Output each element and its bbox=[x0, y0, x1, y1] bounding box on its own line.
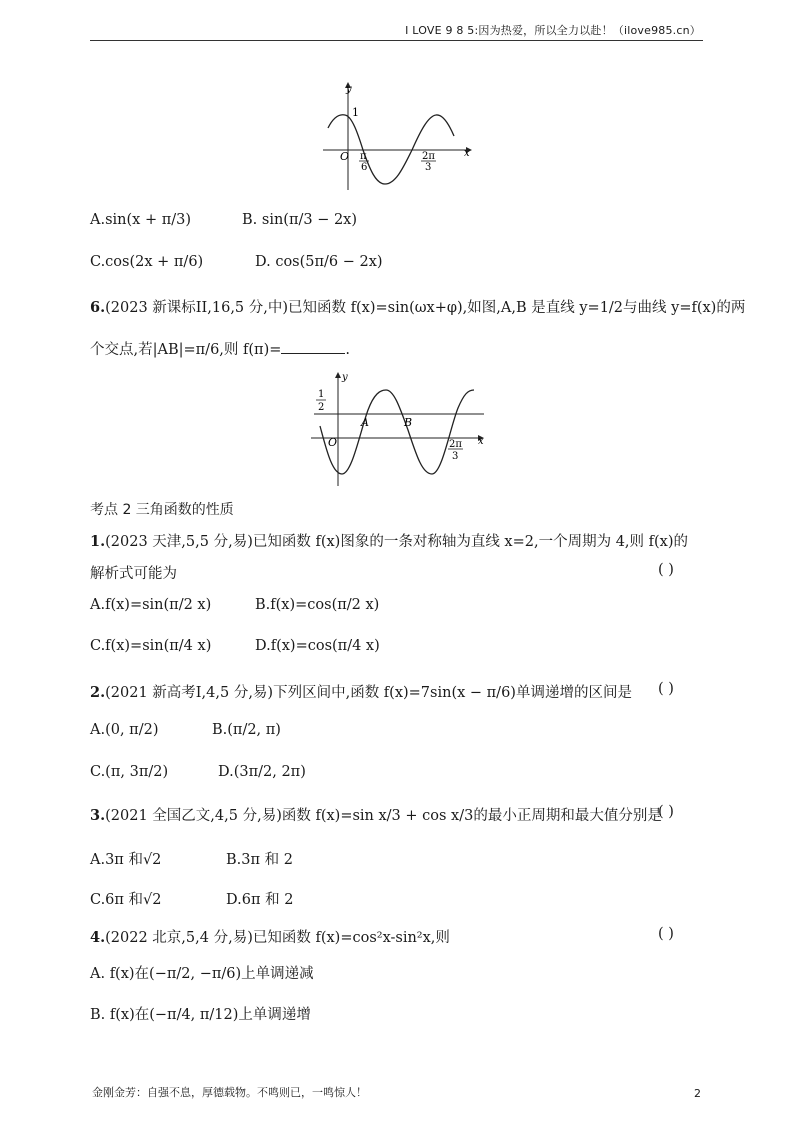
q3-option-c: C.6π 和√2 bbox=[90, 892, 162, 908]
q6-answer-blank[interactable] bbox=[281, 339, 345, 354]
q4-number: 4. bbox=[90, 929, 106, 946]
graph-1-y-tick: 1 bbox=[352, 106, 359, 119]
q1-option-b: B.f(x)=cos(π/2 x) bbox=[255, 597, 380, 613]
page-header: I LOVE 9 8 5:因为热爱，所以全力以赴！（ilove985.cn） bbox=[405, 24, 701, 37]
graph-1-xtick1-den: 6 bbox=[361, 162, 368, 173]
q6-line-1 bbox=[90, 296, 745, 317]
q3-option-d: D.6π 和 2 bbox=[226, 892, 294, 908]
q2-option-b: B.(π/2, π) bbox=[212, 722, 281, 738]
graph-1-x-label: x bbox=[464, 148, 470, 159]
q6-line-2 bbox=[90, 338, 350, 359]
graph-1-y-label: y bbox=[346, 84, 352, 95]
graph-2-xtick-den: 3 bbox=[452, 451, 459, 462]
page-footer: 金刚金芳：自强不息，厚德载物。不鸣则已，一鸣惊人！ bbox=[92, 1086, 367, 1099]
q3-line-1 bbox=[90, 804, 662, 825]
q5-option-c: C.cos(2x + π/6) bbox=[90, 254, 204, 270]
graph-2-xtick-num: 2π bbox=[449, 439, 462, 450]
graph-2-point-b: B bbox=[404, 416, 413, 429]
q4-answer-paren[interactable]: ( ) bbox=[658, 926, 674, 942]
graph-1-xtick2-num: 2π bbox=[422, 151, 435, 162]
q4-option-b: B. f(x)在(−π/4, π/12)上单调递增 bbox=[90, 1007, 311, 1023]
q5-option-a: A.sin(x + π/3) bbox=[90, 212, 191, 228]
q4-line-1 bbox=[90, 926, 450, 947]
graph-1-origin: O bbox=[340, 150, 350, 163]
graph-2-ytick-den: 2 bbox=[318, 402, 325, 413]
q3-option-a: A.3π 和√2 bbox=[90, 852, 162, 868]
q3-answer-paren[interactable]: ( ) bbox=[658, 804, 674, 820]
graph-1-xtick2-den: 3 bbox=[425, 162, 432, 173]
graph-2-y-label: y bbox=[342, 372, 348, 383]
q2-option-a: A.(0, π/2) bbox=[90, 722, 159, 738]
graph-2-y-arrow-icon bbox=[335, 372, 341, 378]
q2-option-d: D.(3π/2, 2π) bbox=[218, 764, 306, 780]
q2-line-1 bbox=[90, 681, 632, 702]
q5-option-d: D. cos(5π/6 − 2x) bbox=[255, 254, 383, 270]
q6-number: 6. bbox=[90, 299, 106, 316]
q1-text-1: (2023 天津,5,5 分,易)已知函数 f(x)图象的一条对称轴为直线 x=2,一个周期为 4,则 f(x)的 bbox=[105, 534, 688, 550]
page-number: 2 bbox=[694, 1087, 701, 1100]
q6-text-2: 个交点,若|AB|=π/6,则 f(π)= bbox=[90, 342, 282, 358]
graph-1-xtick1-num: π bbox=[360, 151, 367, 162]
q4-text-1: (2022 北京,5,4 分,易)已知函数 f(x)=cos²x-sin²x,则 bbox=[105, 930, 450, 946]
q3-text-1: (2021 全国乙文,4,5 分,易)函数 f(x)=sin x/3 + cos x/3的最小正周期和最大值分别是 bbox=[105, 808, 662, 824]
q1-answer-paren[interactable]: ( ) bbox=[658, 562, 674, 578]
q2-text-1: (2021 新高考I,4,5 分,易)下列区间中,函数 f(x)=7sin(x − π/6)单调递增的区间是 bbox=[105, 685, 632, 701]
graph-2-point-a: A bbox=[361, 416, 369, 429]
q1-option-a: A.f(x)=sin(π/2 x) bbox=[90, 597, 212, 613]
graph-2-ytick-num: 1 bbox=[318, 389, 325, 400]
q3-option-b: B.3π 和 2 bbox=[226, 852, 293, 868]
q1-line-1 bbox=[90, 530, 688, 551]
q2-option-c: C.(π, 3π/2) bbox=[90, 764, 169, 780]
q1-option-c: C.f(x)=sin(π/4 x) bbox=[90, 638, 212, 654]
graph-1 bbox=[318, 78, 478, 196]
graph-2-curve bbox=[320, 390, 474, 474]
q2-number: 2. bbox=[90, 684, 106, 701]
q1-option-d: D.f(x)=cos(π/4 x) bbox=[255, 638, 380, 654]
graph-2 bbox=[306, 368, 490, 490]
q3-number: 3. bbox=[90, 807, 106, 824]
section-title: 考点 2 三角函数的性质 bbox=[90, 502, 234, 518]
q6-text-2-end: . bbox=[345, 342, 350, 358]
graph-2-origin: O bbox=[328, 436, 338, 449]
q4-option-a: A. f(x)在(−π/2, −π/6)上单调递减 bbox=[90, 966, 314, 982]
graph-2-x-label: x bbox=[478, 436, 484, 447]
q5-option-b: B. sin(π/3 − 2x) bbox=[242, 212, 358, 228]
q1-text-2: 解析式可能为 bbox=[90, 566, 177, 582]
header-rule bbox=[90, 40, 703, 41]
q1-number: 1. bbox=[90, 533, 106, 550]
q2-answer-paren[interactable]: ( ) bbox=[658, 681, 674, 697]
q6-text-1: (2023 新课标II,16,5 分,中)已知函数 f(x)=sin(ωx+φ),如图,A,B 是直线 y=1/2与曲线 y=f(x)的两 bbox=[105, 300, 746, 316]
